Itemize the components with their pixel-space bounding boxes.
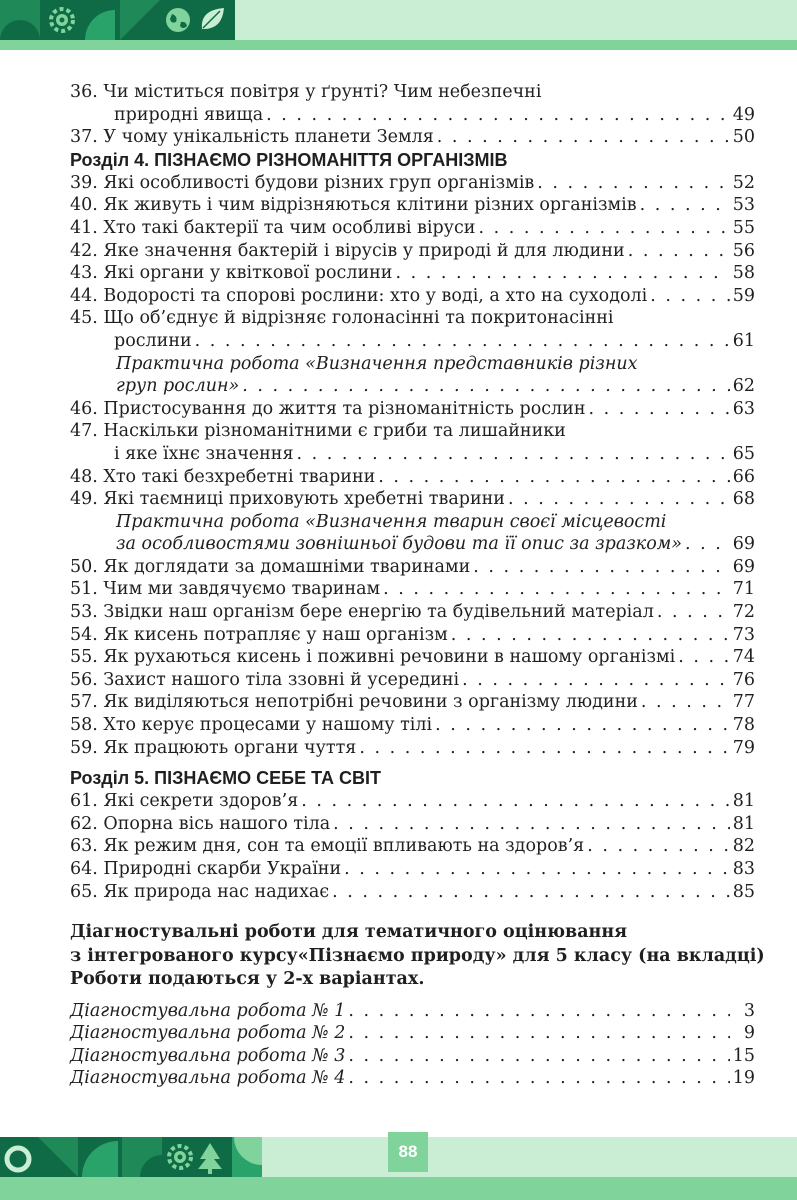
toc-entry[interactable] (70, 578, 755, 601)
toc-entry-diagnostic[interactable] (70, 1067, 755, 1090)
toc-entry-practical[interactable] (70, 533, 755, 556)
tree-icon (198, 1143, 222, 1174)
toc-entry-title: груп рослин» (116, 376, 240, 397)
toc-entry[interactable] (70, 126, 755, 149)
toc-entry-practical[interactable] (70, 353, 755, 376)
toc-entry[interactable] (70, 813, 755, 836)
leader-dots (685, 533, 730, 556)
leader-dots (508, 488, 730, 511)
toc-entry[interactable] (70, 330, 755, 353)
toc-entry-page: 15 (732, 1045, 755, 1066)
toc-entry-title: 41. Хто такі бактерії та чим особливі віруси (70, 217, 476, 238)
diagnostic-header-line: Діагностувальні роботи для тематичного оцінювання (70, 922, 628, 943)
footer-mint-strip (0, 1177, 797, 1200)
leader-dots (435, 714, 730, 737)
toc-entry[interactable] (70, 737, 755, 760)
toc-entry-page: 76 (732, 669, 755, 690)
footer-light-strip (262, 1137, 797, 1177)
toc-entry-title: 39. Які особливості будови різних груп організмів (70, 172, 535, 193)
toc-entry[interactable] (70, 172, 755, 195)
toc-entry-title: 48. Хто такі безхребетні тварини (70, 466, 376, 487)
header-light-strip (235, 0, 797, 40)
toc-entry-title: 54. Як кисень потрапляє у наш організм (70, 624, 448, 645)
leader-dots (650, 285, 729, 308)
leader-dots (473, 556, 729, 579)
globe-icon (166, 8, 190, 32)
leader-dots (641, 691, 730, 714)
toc-entry[interactable] (70, 285, 755, 308)
toc-entry-title: 37. У чому унікальність планети Земля (70, 127, 434, 148)
leader-dots (437, 126, 730, 149)
toc-entry-title: 63. Як режим дня, сон та емоції впливають на здоров’я (70, 836, 585, 857)
toc-entry-title: 56. Захист нашого тіла ззовні й усередині (70, 669, 460, 690)
section-heading-4: Розділ 4. ПІЗНАЄМО РІЗНОМАНІТТЯ ОРГАНІЗМІВ (70, 149, 508, 170)
footer-ornament-icons (0, 1137, 262, 1177)
toc-entry-page: 83 (732, 859, 755, 879)
leader-dots (266, 104, 730, 127)
toc-entry-title: Діагностувальна робота № 1 (70, 1000, 346, 1021)
leader-dots (640, 194, 730, 217)
toc-entry-page: 49 (732, 104, 755, 125)
toc-entry-page: 62 (732, 376, 755, 397)
leader-dots (588, 398, 729, 421)
leaf-icon (202, 8, 224, 29)
toc-entry-title: природні явища (114, 104, 264, 125)
toc-entry[interactable] (70, 307, 755, 330)
leader-dots (348, 1045, 729, 1068)
toc-entry[interactable] (70, 466, 755, 489)
toc-entry-title: 45. Що об’єднує й відрізняє голонасінні та покритонасінні (70, 308, 614, 329)
toc-entry-page: 71 (732, 579, 755, 600)
toc-entry-title: 61. Які секрети здоров’я (70, 791, 299, 812)
leader-dots (359, 737, 729, 760)
toc-entry-page: 53 (732, 195, 755, 216)
leader-dots (348, 1000, 730, 1023)
leader-dots (628, 240, 730, 263)
toc-entry[interactable] (70, 104, 755, 127)
toc-entry-page: 52 (732, 172, 755, 193)
leader-dots (383, 578, 730, 601)
toc-entry-page: 50 (732, 127, 755, 148)
header-decoration (0, 0, 235, 40)
leader-dots (301, 790, 729, 813)
toc-entry[interactable] (70, 858, 755, 881)
leader-dots (242, 375, 730, 398)
toc-entry-title: 53. Звідки наш організм бере енергію та будівельний матеріал (70, 602, 654, 623)
toc-entry-page: 58 (732, 263, 755, 284)
leader-dots (332, 881, 730, 904)
toc-entry-title: 51. Чим ми завдячуємо тваринам (70, 579, 381, 600)
toc-entry[interactable] (70, 691, 755, 714)
toc-entry-page: 85 (732, 881, 755, 902)
page-number: 88 (398, 1142, 418, 1161)
toc-entry-page: 61 (732, 330, 755, 351)
toc-entry-title: 50. Як доглядати за домашніми тваринами (70, 556, 471, 577)
toc-entry-title: 47. Наскільки різноманітними є гриби та лишайники (70, 421, 566, 442)
toc-entry-title: 40. Як живуть і чим відрізняються клітини різних організмів (70, 195, 637, 216)
diagnostic-header (70, 921, 765, 992)
toc-entry[interactable] (70, 601, 755, 624)
footer-decoration (0, 1137, 262, 1177)
toc-entry-diagnostic[interactable] (70, 1000, 755, 1023)
toc-entry[interactable] (70, 714, 755, 737)
toc-entry-page: 73 (732, 624, 755, 645)
toc-entry-title: Діагностувальна робота № 4 (70, 1068, 346, 1089)
toc-entry[interactable] (70, 488, 755, 511)
toc-entry-page: 82 (732, 836, 755, 857)
leader-dots (378, 466, 729, 489)
toc-group-a (70, 81, 755, 149)
toc-entry-page: 63 (732, 398, 755, 419)
toc-entry-title: 65. Як природа нас надихає (70, 881, 330, 902)
toc-entry-title: 46. Пристосування до життя та різноманітність рослин (70, 398, 586, 419)
leader-dots (348, 1067, 729, 1090)
leader-dots (451, 624, 730, 647)
toc-entry-title: 64. Природні скарби України (70, 859, 342, 879)
leader-dots (344, 858, 730, 881)
toc-entry-page: 69 (732, 556, 755, 577)
toc-entry[interactable] (70, 669, 755, 692)
leader-dots (195, 330, 730, 353)
toc-entry[interactable] (70, 398, 755, 421)
section-heading-5: Розділ 5. ПІЗНАЄМО СЕБЕ ТА СВІТ (70, 768, 381, 789)
toc-entry[interactable] (70, 240, 755, 263)
toc-entry-practical[interactable] (70, 375, 755, 398)
leader-dots (333, 813, 730, 836)
toc-entry-title: 55. Як рухаються кисень і поживні речовини в нашому організмі (70, 647, 676, 668)
toc-entry-title: 59. Як працюють органи чуття (70, 737, 357, 758)
toc-entry[interactable] (70, 646, 755, 669)
toc-entry[interactable] (70, 443, 755, 466)
toc-entry-page: 59 (732, 285, 755, 306)
toc-entry-title: за особливостями зовнішньої будови та її опис за зразком» (116, 534, 683, 555)
toc-entry[interactable] (70, 262, 755, 285)
toc-entry-title: і яке їхнє значення (114, 443, 294, 464)
toc-entry-page: 68 (732, 489, 755, 510)
toc-entry[interactable] (70, 835, 755, 858)
toc-entry-page: 19 (732, 1068, 755, 1089)
page-number-badge (388, 1132, 428, 1172)
toc-entry-page: 72 (732, 602, 755, 623)
toc-entry[interactable] (70, 217, 755, 240)
leader-dots (657, 601, 730, 624)
toc-entry-title: Діагностувальна робота № 3 (70, 1045, 346, 1066)
header-ornament-icons (0, 0, 235, 40)
toc-entry-title: Практична робота «Визначення тварин своєї місцевості (116, 511, 667, 532)
toc-entry-page: 56 (732, 240, 755, 261)
leader-dots (395, 262, 729, 285)
toc-entry-diagnostic[interactable] (70, 1045, 755, 1068)
leader-dots (462, 669, 730, 692)
toc-entry-title: 49. Які таємниці приховують хребетні тварини (70, 489, 505, 510)
toc-entry-title: 62. Опорна вісь нашого тіла (70, 813, 331, 834)
toc-group-b (70, 172, 755, 759)
toc-entry[interactable] (70, 624, 755, 647)
toc-entry[interactable] (70, 881, 755, 904)
toc-entry-page: 77 (732, 692, 755, 713)
ring-icon (7, 1148, 29, 1170)
table-of-contents (70, 81, 765, 1090)
toc-entry-page: 3 (743, 1000, 755, 1021)
toc-entry-page: 79 (732, 737, 755, 758)
toc-entry[interactable] (70, 420, 755, 443)
leader-dots (537, 172, 729, 195)
toc-entry-page: 74 (732, 647, 755, 668)
toc-entry-title: рослини (114, 330, 192, 351)
toc-entry-title: 36. Чи міститься повітря у ґрунті? Чим небезпечні (70, 82, 542, 102)
toc-entry-page: 81 (732, 791, 755, 812)
toc-entry-diagnostic[interactable] (70, 1022, 755, 1045)
toc-entry[interactable] (70, 790, 755, 813)
toc-entry-page: 9 (743, 1023, 755, 1044)
leader-dots (678, 646, 730, 669)
toc-entry-practical[interactable] (70, 511, 755, 534)
toc-entry[interactable] (70, 194, 755, 217)
leader-dots (348, 1022, 730, 1045)
gear-icon (51, 9, 73, 31)
toc-entry-page: 81 (732, 813, 755, 834)
toc-entry-title: 57. Як виділяються непотрібні речовини з організму людини (70, 692, 638, 713)
toc-entry-title: Діагностувальна робота № 2 (70, 1023, 346, 1044)
toc-entry-page: 65 (732, 443, 755, 464)
toc-group-d (70, 1000, 755, 1090)
leader-dots (297, 443, 730, 466)
toc-entry-page: 78 (732, 715, 755, 736)
diagnostic-header-line: Роботи подаються у 2-х варіантах. (70, 969, 425, 990)
toc-entry-title: 43. Які органи у квіткової рослини (70, 263, 393, 284)
toc-entry-title: 44. Водорості та спорові рослини: хто у воді, а хто на суходолі (70, 285, 648, 306)
toc-entry[interactable] (70, 81, 755, 104)
toc-entry-title: Практична робота «Визначення представників різних (116, 353, 638, 374)
toc-group-c (70, 790, 755, 903)
diagnostic-header-line: з інтегрованого курсу«Пізнаємо природу» для 5 класу (на вкладці) (70, 945, 765, 966)
toc-entry-title: 42. Яке значення бактерій і вірусів у природі й для людини (70, 240, 625, 261)
leader-dots (587, 835, 730, 858)
toc-entry-page: 55 (732, 217, 755, 238)
leader-dots (478, 217, 729, 240)
toc-entry[interactable] (70, 556, 755, 579)
toc-entry-page: 69 (732, 534, 755, 555)
toc-entry-page: 66 (732, 466, 755, 487)
toc-entry-title: 58. Хто керує процесами у нашому тілі (70, 715, 433, 736)
